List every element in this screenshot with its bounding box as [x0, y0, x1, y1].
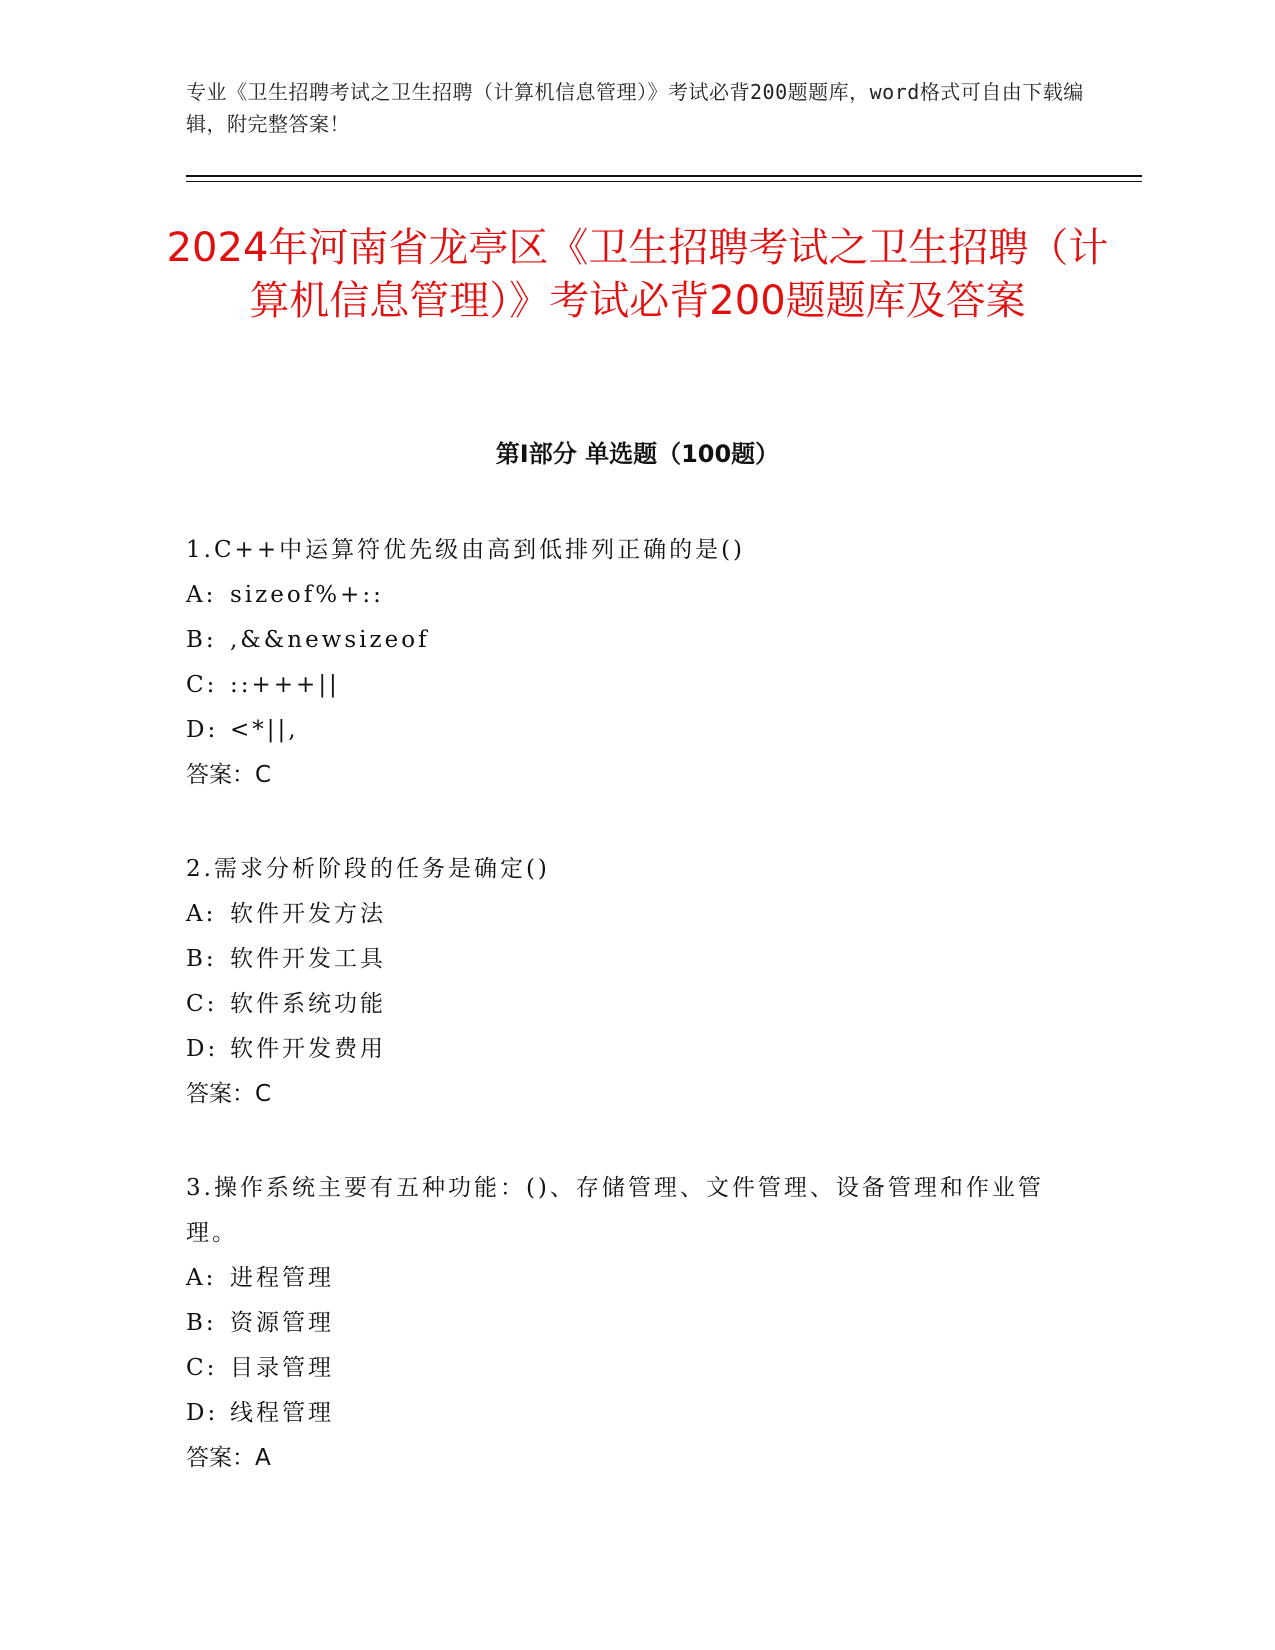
option-c: [186, 982, 1066, 1027]
answer-line: 答案：A: [186, 1445, 271, 1471]
answer-line: 答案：C: [186, 1081, 272, 1107]
option-d: [186, 1027, 1066, 1072]
option-letter: C:: [186, 1355, 218, 1381]
option-letter: D:: [186, 1400, 219, 1426]
option-letter: B:: [186, 627, 217, 653]
option-text: ,&&newsizeof: [230, 627, 430, 653]
option-text: ::+++||: [230, 672, 340, 698]
option-text: 软件开发方法: [230, 901, 386, 927]
option-letter: A:: [186, 901, 217, 927]
option-d: [186, 1391, 1066, 1436]
option-letter: C:: [186, 991, 218, 1017]
question-list: [186, 528, 1066, 1530]
header-divider-thick: [186, 175, 1142, 177]
question-stem: 2.需求分析阶段的任务是确定(): [186, 856, 550, 882]
question-item: [186, 528, 1066, 798]
option-letter: C:: [186, 672, 218, 698]
question-stem: 3.操作系统主要有五种功能：()、存储管理、文件管理、设备管理和作业管理。: [186, 1175, 1044, 1246]
option-letter: B:: [186, 946, 217, 972]
answer-line: 答案：C: [186, 762, 272, 788]
option-text: 目录管理: [230, 1355, 334, 1381]
option-b: [186, 937, 1066, 982]
option-b: [186, 1301, 1066, 1346]
header-note: 专业《卫生招聘考试之卫生招聘（计算机信息管理）》考试必背200题题库，word格式可自由下载编辑，附完整答案！: [186, 80, 1084, 136]
option-b: [186, 618, 1066, 663]
option-a: [186, 573, 1066, 618]
option-text: 软件开发费用: [230, 1036, 386, 1062]
option-c: [186, 1346, 1066, 1391]
option-text: sizeof%+::: [230, 582, 384, 608]
option-text: 软件系统功能: [230, 991, 386, 1017]
option-text: <*||,: [230, 717, 299, 743]
option-a: [186, 1256, 1066, 1301]
option-c: [186, 663, 1066, 708]
option-d: [186, 708, 1066, 753]
option-letter: A:: [186, 1265, 217, 1291]
section-title: 第Ⅰ部分 单选题（100题）: [495, 440, 780, 468]
option-letter: D:: [186, 717, 219, 743]
option-text: 线程管理: [230, 1400, 334, 1426]
option-letter: B:: [186, 1310, 217, 1336]
question-item: [186, 847, 1066, 1117]
option-a: [186, 892, 1066, 937]
header-divider-thin: [186, 181, 1142, 182]
question-item: [186, 1166, 1066, 1481]
document-title: 2024年河南省龙亭区《卫生招聘考试之卫生招聘（计算机信息管理）》考试必背200题题库及答案: [166, 225, 1109, 324]
question-stem: 1.C++中运算符优先级由高到低排列正确的是(): [186, 537, 746, 563]
option-text: 进程管理: [230, 1265, 334, 1291]
option-text: 软件开发工具: [230, 946, 386, 972]
option-text: 资源管理: [230, 1310, 334, 1336]
option-letter: D:: [186, 1036, 219, 1062]
option-letter: A:: [186, 582, 217, 608]
